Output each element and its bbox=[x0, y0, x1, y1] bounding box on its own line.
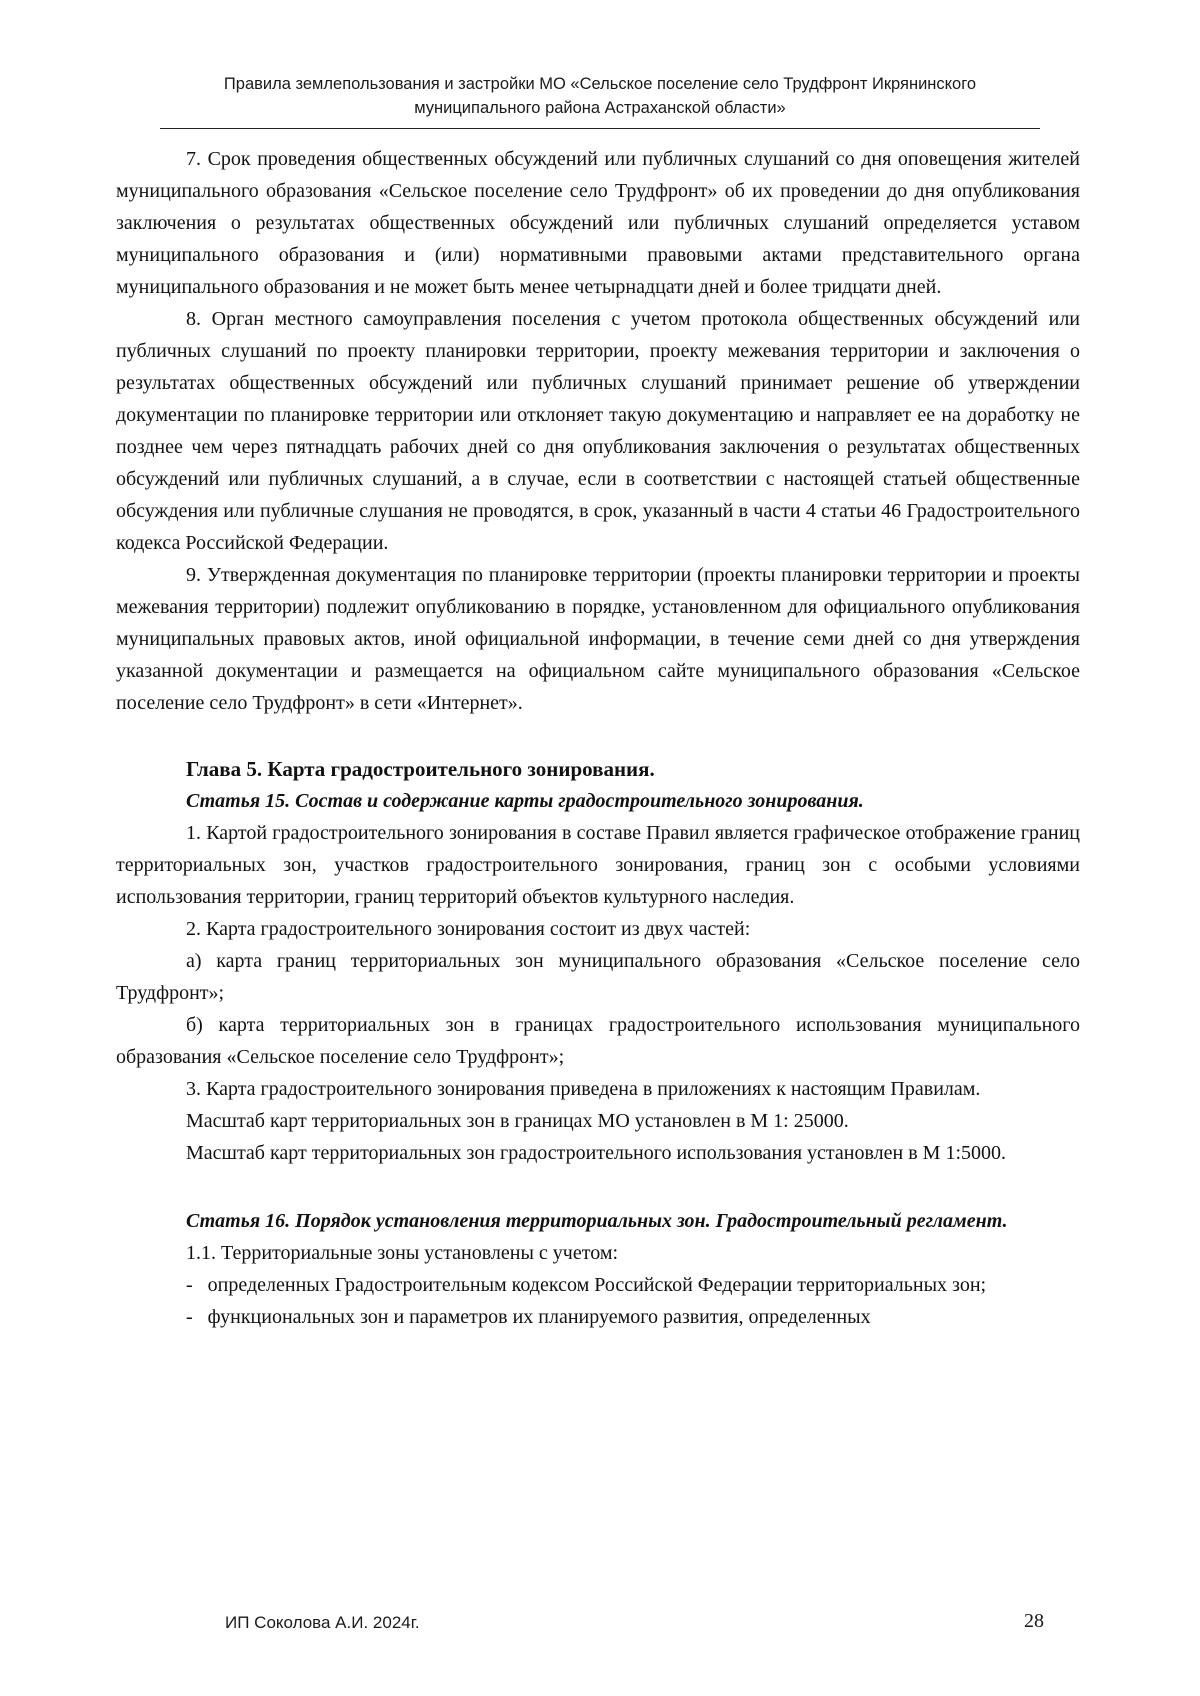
paragraph-8: 8. Орган местного самоуправления поселения с учетом протокола общественных обсуждений или публичных слушаний по проекту планировки территории, проекту межевания территории и заключения о результатах общественных обсуждений или публичных слушаний принимает решение об утверждении документации по планировке территории или отклоняет такую документацию и направляет ее на доработку не позднее чем через пятнадцать рабочих дней со дня опубликования заключения о результатах общественных обсуждений или публичных слушаний, а в случае, если в соответствии с настоящей статьей общественные обсуждения или публичные слушания не проводятся, в срок, указанный в части 4 статьи 46 Градостроительного кодекса Российской Федерации. bbox=[116, 308, 1080, 554]
header-divider bbox=[160, 128, 1040, 129]
document-body bbox=[116, 143, 1080, 1333]
header-line-1: Правила землепользования и застройки МО «Сельское поселение село Трудфронт Икрянинского bbox=[223, 75, 977, 93]
bullet-mark: - bbox=[186, 1306, 193, 1328]
article-15-scale-settlement: Масштаб карт территориальных зон градостроительного использования установлен в М 1:5000. bbox=[186, 1142, 1006, 1164]
article-15-item-a: а) карта границ территориальных зон муниципального образования «Сельское поселение село Трудфронт»; bbox=[116, 950, 1080, 1004]
paragraph-7: 7. Срок проведения общественных обсуждений или публичных слушаний со дня оповещения жителей муниципального образования «Сельское поселение село Трудфронт» об их проведении до дня опубликования заключения о результатах общественных обсуждений или публичных слушаний определяется уставом муниципального образования и (или) нормативными правовыми актами представительного органа муниципального образования и не может быть менее четырнадцати дней и более тридцати дней. bbox=[116, 148, 1080, 298]
chapter-5-heading: Глава 5. Карта градостроительного зонирования. bbox=[186, 757, 655, 781]
article-16-bullet-1 bbox=[116, 1269, 1080, 1301]
article-16-heading: Статья 16. Порядок установления территориальных зон. Градостроительный регламент. bbox=[186, 1210, 1008, 1232]
header-line-2: муниципального района Астраханской области» bbox=[414, 99, 786, 117]
footer-author: ИП Соколова А.И. 2024г. bbox=[225, 1613, 420, 1632]
bullet-text: определенных Градостроительным кодексом Российской Федерации территориальных зон; bbox=[207, 1274, 987, 1296]
bullet-text: функциональных зон и параметров их планируемого развития, определенных bbox=[207, 1306, 871, 1328]
article-15-item-1: 1. Картой градостроительного зонирования в составе Правил является графическое отображение границ территориальных зон, участков градостроительного зонирования, границ зон с особыми условиями использования территории, границ территорий объектов культурного наследия. bbox=[116, 822, 1080, 908]
article-16-bullet-2 bbox=[116, 1301, 1080, 1333]
running-header bbox=[150, 72, 1050, 120]
article-15-scale-mo: Масштаб карт территориальных зон в границах МО установлен в М 1: 25000. bbox=[186, 1110, 849, 1132]
article-15-item-b: б) карта территориальных зон в границах градостроительного использования муниципального образования «Сельское поселение село Трудфронт»; bbox=[116, 1014, 1080, 1068]
article-15-item-2: 2. Карта градостроительного зонирования состоит из двух частей: bbox=[186, 918, 751, 940]
bullet-mark: - bbox=[186, 1274, 193, 1296]
paragraph-9: 9. Утвержденная документация по планировке территории (проекты планировки территории и проекты межевания территории) подлежит опубликованию в порядке, установленном для официального опубликования муниципальных правовых актов, иной официальной информации, в течение семи дней со дня утверждения указанной документации и размещается на официальном сайте муниципального образования «Сельское поселение село Трудфронт» в сети «Интернет». bbox=[116, 564, 1080, 714]
page-number: 28 bbox=[1024, 1610, 1044, 1632]
article-15-item-3: 3. Карта градостроительного зонирования приведена в приложениях к настоящим Правилам. bbox=[186, 1078, 981, 1100]
article-15-heading: Статья 15. Состав и содержание карты градостроительного зонирования. bbox=[186, 790, 864, 812]
article-16-item-1-1: 1.1. Территориальные зоны установлены с учетом: bbox=[186, 1242, 619, 1264]
